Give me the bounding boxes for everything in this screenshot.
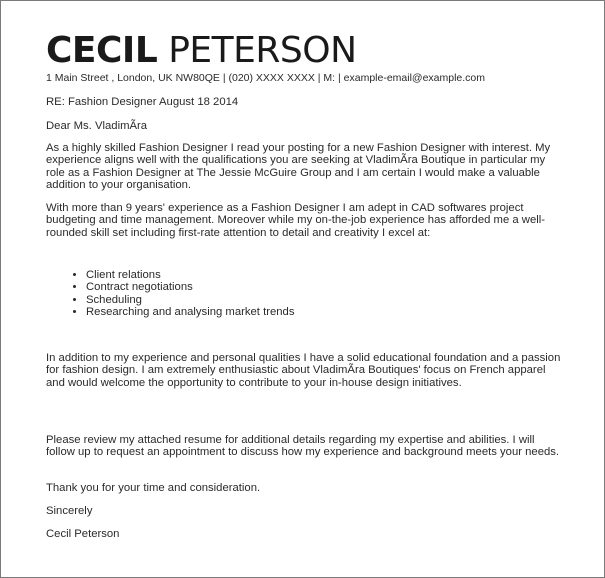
list-item: • Client relations — [86, 269, 294, 281]
applicant-name — [46, 31, 357, 71]
paragraph-experience: With more than 9 years' experience as a Fashion Designer I am adept in CAD softwares project budgeting and time management. Moreover while my on-the-job experience has afforded me a well-rounded skill set including first-rate attention to detail and creativity I excel at: — [46, 202, 546, 239]
salutation: Dear Ms. VladimÃra — [46, 120, 148, 132]
subject-line: RE: Fashion Designer August 18 2014 — [46, 96, 239, 108]
list-item: • Researching and analysing market trends — [86, 306, 294, 318]
signature: Cecil Peterson — [46, 528, 120, 540]
list-item: • Scheduling — [86, 294, 294, 306]
skills-list — [46, 269, 294, 319]
paragraph-education: In addition to my experience and personal qualities I have a solid educational foundation and a passion for fashion design. I am extremely enthusiastic about VladimÃra Boutiques' focus on French apparel and would welcome the opportunity to contribute to your in-house design initiatives. — [46, 352, 561, 389]
list-item: • Contract negotiations — [86, 281, 294, 293]
paragraph-follow-up: Please review my attached resume for additional details regarding my expertise and abilities. I will follow up to request an appointment to discuss how my experience and background meets your needs. — [46, 434, 560, 459]
contact-line: 1 Main Street , London, UK NW80QE | (020) XXXX XXXX | M: | example-email@example.com — [46, 72, 486, 84]
paragraph-intro: As a highly skilled Fashion Designer I read your posting for a new Fashion Designer with interest. My experience aligns well with the qualifications you are seeking at VladimÃra Boutique in particular my role as a Fashion Designer at The Jessie McGuire Group and I am certain I would make a valuable addition to your organisation. — [46, 142, 551, 192]
last-name: PETERSON — [168, 30, 357, 71]
thanks-line: Thank you for your time and consideration. — [46, 482, 261, 494]
first-name: CECIL — [46, 30, 158, 71]
closing: Sincerely — [46, 505, 93, 517]
